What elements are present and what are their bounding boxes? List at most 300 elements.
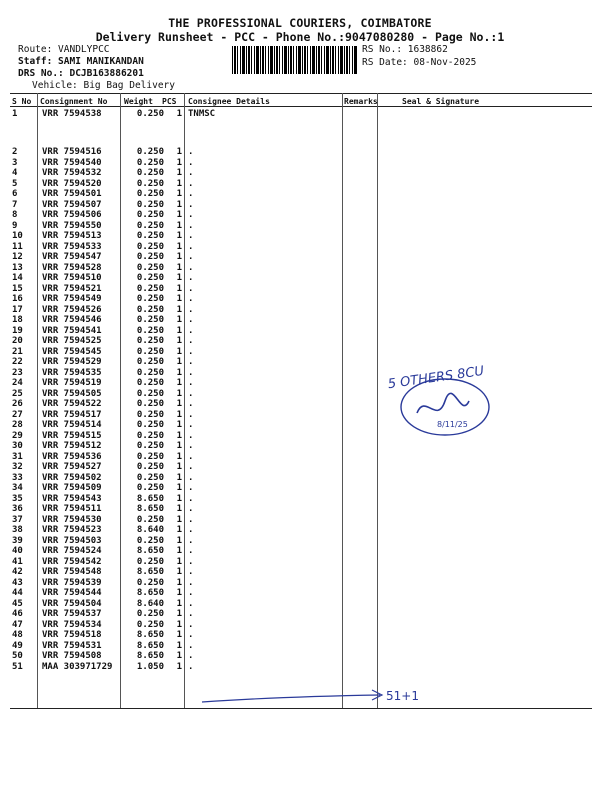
row-sno: 24 [12,378,23,388]
col-header-details: Consignee Details [188,97,270,106]
row-consignment: VRR 7594511 [42,504,102,514]
row-consignment: VRR 7594547 [42,252,102,262]
row-sno: 41 [12,556,23,567]
table-row [0,294,600,305]
row-details: . [188,315,194,325]
row-sno: 4 [12,168,18,178]
row-weight: 8.650 [136,588,164,598]
staff-line: Staff: SAMI MANIKANDAN [18,56,144,67]
row-weight: 0.250 [136,367,164,378]
row-consignment: VRR 7594538 [42,109,102,119]
row-details: . [188,388,194,399]
table-row [0,168,600,179]
row-consignment: VRR 7594549 [42,294,102,304]
row-sno: 29 [12,430,23,441]
row-sno: 37 [12,514,23,525]
table-row [0,452,600,463]
row-details: . [188,514,194,525]
row-weight: 0.250 [136,147,164,157]
row-details: . [188,609,194,619]
row-sno: 38 [12,525,23,535]
row-sno: 10 [12,231,23,241]
route-line: Route: VANDLYPCC [18,44,110,55]
row-details: . [188,661,194,672]
row-pcs: 1 [176,262,182,273]
row-pcs: 1 [176,346,182,357]
row-sno: 6 [12,189,18,199]
row-pcs: 1 [176,420,182,430]
row-pcs: 1 [176,283,182,294]
row-details: . [188,651,194,661]
row-consignment: MAA 303971729 [42,661,113,672]
row-details: . [188,588,194,598]
row-details: . [188,157,194,168]
row-consignment: VRR 7594519 [42,378,102,388]
row-sno: 35 [12,493,23,504]
row-pcs: 1 [176,399,182,409]
row-pcs: 1 [176,231,182,241]
row-sno: 25 [12,388,23,399]
table-row [0,305,600,316]
row-details: . [188,357,194,367]
row-pcs: 1 [176,546,182,556]
row-weight: 0.250 [136,304,164,315]
row-details: . [188,598,194,609]
table-row [0,147,600,158]
row-pcs: 1 [176,640,182,651]
row-weight: 0.250 [136,220,164,231]
row-weight: 0.250 [136,357,164,367]
row-weight: 0.250 [136,231,164,241]
row-weight: 0.250 [136,178,164,189]
row-details: . [188,199,194,210]
row-weight: 8.650 [136,651,164,661]
row-sno: 48 [12,630,23,640]
vehicle-line: Vehicle: Big Bag Delivery [32,80,175,91]
row-consignment: VRR 7594532 [42,168,102,178]
row-details: . [188,178,194,189]
col-header-remarks: Remarks [344,97,378,106]
stamp-date: 8/11/25 [437,420,468,429]
row-details: TNMSC [188,109,216,119]
col-header-consignment: Consignment No [40,97,108,106]
row-consignment: VRR 7594503 [42,535,102,546]
row-details: . [188,493,194,504]
row-weight: 0.250 [136,262,164,273]
row-weight: 8.650 [136,640,164,651]
table-row [0,221,600,232]
row-pcs: 1 [176,367,182,378]
row-sno: 32 [12,462,23,472]
row-details: . [188,409,194,420]
table-top-rule [10,93,592,94]
row-pcs: 1 [176,504,182,514]
row-details: . [188,483,194,493]
row-sno: 28 [12,420,23,430]
row-pcs: 1 [176,630,182,640]
row-pcs: 1 [176,210,182,220]
table-row [0,315,600,326]
row-pcs: 1 [176,462,182,472]
row-weight: 0.250 [136,462,164,472]
row-pcs: 1 [176,609,182,619]
table-row [0,231,600,242]
row-details: . [188,504,194,514]
row-weight: 0.250 [136,336,164,346]
table-row [0,536,600,547]
row-sno: 39 [12,535,23,546]
row-pcs: 1 [176,315,182,325]
table-row [0,641,600,652]
row-sno: 33 [12,472,23,483]
row-weight: 0.250 [136,157,164,168]
row-weight: 0.250 [136,441,164,451]
row-sno: 30 [12,441,23,451]
row-pcs: 1 [176,451,182,462]
row-details: . [188,241,194,252]
row-sno: 43 [12,577,23,588]
table-row [0,662,600,673]
table-row [0,630,600,641]
row-pcs: 1 [176,514,182,525]
row-consignment: VRR 7594514 [42,420,102,430]
row-sno: 8 [12,210,18,220]
runsheet-title: Delivery Runsheet - PCC - Phone No.:9047080280 - Page No.:1 [95,30,505,44]
row-weight: 0.250 [136,294,164,304]
row-details: . [188,346,194,357]
row-pcs: 1 [176,336,182,346]
row-consignment: VRR 7594529 [42,357,102,367]
row-details: . [188,630,194,640]
row-pcs: 1 [176,378,182,388]
barcode-image [232,46,358,74]
row-weight: 8.650 [136,567,164,577]
row-details: . [188,640,194,651]
row-pcs: 1 [176,357,182,367]
row-pcs: 1 [176,304,182,315]
row-consignment: VRR 7594545 [42,346,102,357]
table-row [0,620,600,631]
row-pcs: 1 [176,483,182,493]
row-pcs: 1 [176,388,182,399]
row-details: . [188,220,194,231]
stamp-handwriting: 5 OTHERS 8CU [386,363,485,393]
row-details: . [188,336,194,346]
row-weight: 8.640 [136,525,164,535]
row-details: . [188,472,194,483]
row-consignment: VRR 7594527 [42,462,102,472]
row-details: . [188,577,194,588]
row-consignment: VRR 7594506 [42,210,102,220]
row-details: . [188,231,194,241]
row-sno: 51 [12,661,23,672]
row-consignment: VRR 7594505 [42,388,102,399]
row-weight: 0.250 [136,577,164,588]
table-row [0,242,600,253]
row-details: . [188,420,194,430]
row-consignment: VRR 7594516 [42,147,102,157]
row-weight: 0.250 [136,409,164,420]
row-sno: 15 [12,283,23,294]
row-weight: 1.050 [136,661,164,672]
row-consignment: VRR 7594513 [42,231,102,241]
row-pcs: 1 [176,147,182,157]
row-consignment: VRR 7594531 [42,640,102,651]
row-consignment: VRR 7594508 [42,651,102,661]
row-pcs: 1 [176,525,182,535]
row-pcs: 1 [176,252,182,262]
row-consignment: VRR 7594534 [42,619,102,630]
row-pcs: 1 [176,409,182,420]
table-row [0,483,600,494]
row-details: . [188,210,194,220]
row-sno: 5 [12,178,18,189]
row-sno: 19 [12,325,23,336]
row-weight: 0.250 [136,210,164,220]
row-consignment: VRR 7594521 [42,283,102,294]
row-details: . [188,283,194,294]
row-consignment: VRR 7594520 [42,178,102,189]
row-consignment: VRR 7594517 [42,409,102,420]
row-sno: 21 [12,346,23,357]
row-weight: 0.250 [136,514,164,525]
row-consignment: VRR 7594550 [42,220,102,231]
row-consignment: VRR 7594515 [42,430,102,441]
row-sno: 9 [12,220,18,231]
row-weight: 0.250 [136,619,164,630]
row-weight: 0.250 [136,609,164,619]
table-row [0,252,600,263]
row-sno: 14 [12,273,23,283]
row-pcs: 1 [176,588,182,598]
row-weight: 0.250 [136,483,164,493]
col-header-seal: Seal & Signature [402,97,480,106]
table-row [0,179,600,190]
row-weight: 0.250 [136,399,164,409]
arrow-line [202,695,380,702]
row-sno: 1 [12,109,18,119]
row-weight: 0.250 [136,109,164,119]
row-sno: 44 [12,588,23,598]
row-weight: 0.250 [136,241,164,252]
row-pcs: 1 [176,157,182,168]
row-sno: 18 [12,315,23,325]
row-consignment: VRR 7594509 [42,483,102,493]
row-weight: 0.250 [136,325,164,336]
row-details: . [188,535,194,546]
row-sno: 22 [12,357,23,367]
table-row [0,473,600,484]
col-header-sno: S No [12,97,32,106]
row-weight: 0.250 [136,168,164,178]
row-sno: 13 [12,262,23,273]
table-row [0,210,600,221]
table-row [0,158,600,169]
col-header-weight: Weight [124,97,153,106]
row-details: . [188,273,194,283]
table-row [0,525,600,536]
table-row [0,189,600,200]
row-weight: 0.250 [136,556,164,567]
row-pcs: 1 [176,619,182,630]
table-row [0,651,600,662]
table-row [0,546,600,557]
table-row [0,284,600,295]
row-details: . [188,399,194,409]
row-sno: 36 [12,504,23,514]
row-sno: 46 [12,609,23,619]
row-consignment: VRR 7594544 [42,588,102,598]
row-pcs: 1 [176,577,182,588]
row-weight: 8.640 [136,598,164,609]
row-sno: 23 [12,367,23,378]
table-row [0,588,600,599]
row-pcs: 1 [176,325,182,336]
row-details: . [188,525,194,535]
row-consignment: VRR 7594504 [42,598,102,609]
row-sno: 34 [12,483,23,493]
row-sno: 2 [12,147,18,157]
row-details: . [188,546,194,556]
row-pcs: 1 [176,220,182,231]
table-header-rule [10,106,592,107]
row-weight: 8.650 [136,504,164,514]
row-pcs: 1 [176,567,182,577]
row-details: . [188,619,194,630]
row-sno: 47 [12,619,23,630]
row-sno: 11 [12,241,23,252]
rs-date: RS Date: 08-Nov-2025 [362,57,477,68]
count-note: 51+1 [386,689,419,703]
row-pcs: 1 [176,430,182,441]
row-pcs: 1 [176,273,182,283]
row-consignment: VRR 7594542 [42,556,102,567]
table-row [0,441,600,452]
row-sno: 12 [12,252,23,262]
drs-line: DRS No.: DCJB163886201 [18,68,144,79]
row-consignment: VRR 7594537 [42,609,102,619]
row-pcs: 1 [176,472,182,483]
table-row [0,263,600,274]
row-consignment: VRR 7594525 [42,336,102,346]
row-pcs: 1 [176,441,182,451]
row-pcs: 1 [176,199,182,210]
table-row [0,515,600,526]
row-consignment: VRR 7594533 [42,241,102,252]
row-details: . [188,168,194,178]
row-weight: 0.250 [136,451,164,462]
row-weight: 0.250 [136,378,164,388]
row-weight: 0.250 [136,430,164,441]
row-sno: 31 [12,451,23,462]
row-details: . [188,556,194,567]
row-details: . [188,147,194,157]
row-weight: 0.250 [136,420,164,430]
count-arrow [200,680,430,710]
row-consignment: VRR 7594548 [42,567,102,577]
row-consignment: VRR 7594546 [42,315,102,325]
row-details: . [188,189,194,199]
row-details: . [188,462,194,472]
row-details: . [188,378,194,388]
row-weight: 0.250 [136,535,164,546]
row-pcs: 1 [176,493,182,504]
row-consignment: VRR 7594507 [42,199,102,210]
row-weight: 0.250 [136,472,164,483]
row-weight: 0.250 [136,346,164,357]
row-pcs: 1 [176,189,182,199]
row-consignment: VRR 7594501 [42,189,102,199]
table-row [0,200,600,211]
row-consignment: VRR 7594502 [42,472,102,483]
row-consignment: VRR 7594524 [42,546,102,556]
row-consignment: VRR 7594541 [42,325,102,336]
row-details: . [188,262,194,273]
row-consignment: VRR 7594510 [42,273,102,283]
row-sno: 50 [12,651,23,661]
row-consignment: VRR 7594530 [42,514,102,525]
row-consignment: VRR 7594512 [42,441,102,451]
row-details: . [188,567,194,577]
row-consignment: VRR 7594528 [42,262,102,273]
table-row [0,599,600,610]
row-sno: 20 [12,336,23,346]
row-consignment: VRR 7594539 [42,577,102,588]
row-pcs: 1 [176,109,182,119]
row-weight: 0.250 [136,273,164,283]
row-weight: 8.650 [136,546,164,556]
row-pcs: 1 [176,535,182,546]
row-sno: 7 [12,199,18,210]
row-pcs: 1 [176,661,182,672]
row-pcs: 1 [176,168,182,178]
row-details: . [188,304,194,315]
row-sno: 45 [12,598,23,609]
row-weight: 8.650 [136,630,164,640]
row-details: . [188,451,194,462]
row-details: . [188,430,194,441]
row-consignment: VRR 7594536 [42,451,102,462]
row-consignment: VRR 7594535 [42,367,102,378]
row-consignment: VRR 7594526 [42,304,102,315]
row-sno: 17 [12,304,23,315]
table-row [0,609,600,620]
row-weight: 0.250 [136,283,164,294]
row-sno: 27 [12,409,23,420]
rs-number: RS No.: 1638862 [362,44,448,55]
table-row [0,557,600,568]
row-pcs: 1 [176,556,182,567]
row-pcs: 1 [176,294,182,304]
row-details: . [188,252,194,262]
table-row [0,494,600,505]
row-consignment: VRR 7594543 [42,493,102,504]
table-row [0,504,600,515]
row-weight: 0.250 [136,388,164,399]
row-consignment: VRR 7594540 [42,157,102,168]
row-weight: 0.250 [136,315,164,325]
row-details: . [188,294,194,304]
row-weight: 0.250 [136,189,164,199]
seal-stamp [385,335,515,440]
row-details: . [188,325,194,336]
col-header-pcs: PCS [162,97,177,106]
row-sno: 49 [12,640,23,651]
table-row [0,578,600,589]
row-consignment: VRR 7594523 [42,525,102,535]
table-row [0,109,600,147]
table-row [0,567,600,578]
